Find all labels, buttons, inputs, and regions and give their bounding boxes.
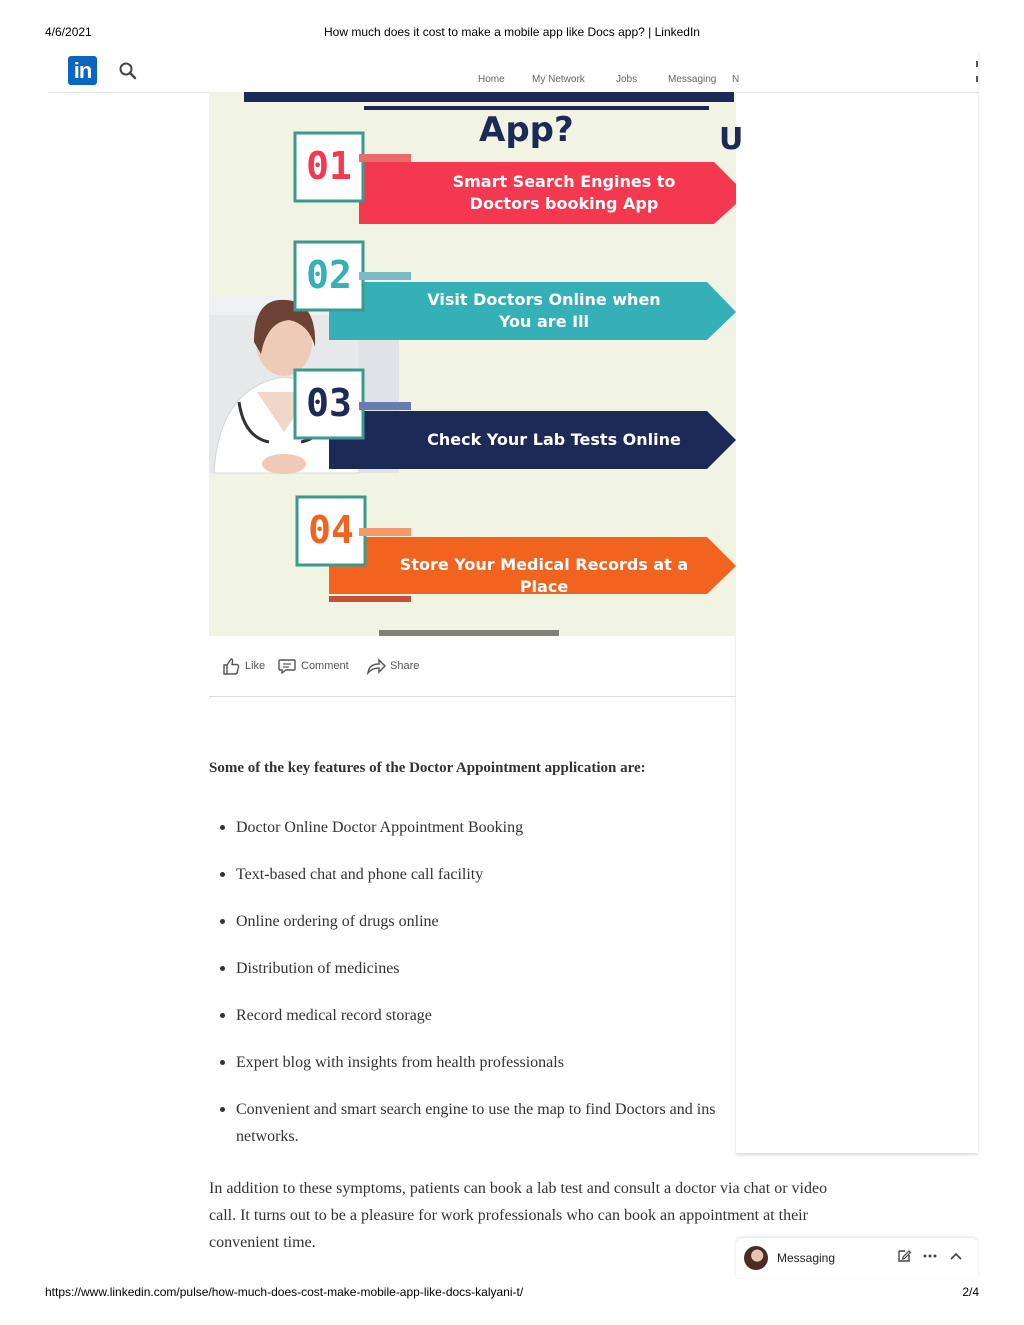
step-label-03: Check Your Lab Tests Online (427, 430, 681, 449)
share-label: Share (390, 660, 420, 672)
comment-icon (277, 656, 297, 676)
linkedin-logo[interactable]: in (68, 56, 97, 85)
nav-notifications[interactable]: N (732, 74, 740, 85)
list-item: Expert blog with insights from health professionals (209, 1049, 766, 1076)
list-item: Doctor Online Doctor Appointment Booking (209, 814, 766, 841)
share-icon (366, 656, 386, 676)
list-item: Online ordering of drugs online (209, 908, 766, 935)
step-03 (295, 370, 736, 469)
nav-my-network[interactable]: My Network (532, 74, 585, 85)
right-panel-overlap (736, 1080, 978, 1153)
print-date: 4/6/2021 (45, 25, 92, 39)
like-label: Like (245, 660, 266, 672)
avatar (744, 1246, 768, 1270)
nav-messaging[interactable]: Messaging (668, 74, 717, 85)
linkedin-topbar (48, 48, 978, 93)
messaging-widget[interactable] (736, 1238, 978, 1278)
list-item: Distribution of medicines (209, 955, 766, 982)
like-icon (221, 656, 241, 676)
like-button[interactable] (221, 656, 265, 676)
nav-jobs[interactable]: Jobs (616, 74, 638, 85)
search-icon[interactable] (118, 61, 138, 81)
features-heading: Some of the key features of the Doctor Appointment application are: (209, 760, 646, 776)
infographic-right-letter: U (719, 122, 744, 157)
share-button[interactable] (366, 656, 419, 676)
edge-mark (976, 61, 978, 67)
print-page-title: How much does it cost to make a mobile app like Docs app? | LinkedIn (324, 25, 700, 39)
infographic-title-partial: App? (479, 110, 574, 150)
step-number-03: 03 (306, 381, 352, 425)
bottom-cut-text (379, 630, 559, 636)
features-list (209, 814, 766, 1170)
social-actions-bar (209, 650, 736, 697)
chevron-up-icon[interactable] (948, 1248, 964, 1264)
comment-button[interactable] (277, 656, 349, 676)
nav-home[interactable]: Home (478, 74, 505, 85)
step-number-04: 04 (308, 508, 354, 552)
heading-cut-text (244, 92, 734, 102)
print-url: https://www.linkedin.com/pulse/how-much-does-cost-make-mobile-app-like-docs-kalyani-t/ (45, 1285, 524, 1299)
step-number-01: 01 (306, 144, 352, 188)
print-page-number: 2/4 (962, 1285, 979, 1299)
step-number-02: 02 (306, 253, 352, 297)
step-label-02: Visit Doctors Online when You are Ill (427, 290, 661, 331)
article-paragraph: In addition to these symptoms, patients can book a lab test and consult a doctor via chat or video call. It turns out to be a pleasure for work professionals who can book an appointment at their convenient time. (209, 1180, 828, 1251)
list-item: Record medical record storage (209, 1002, 766, 1029)
comment-label: Comment (301, 660, 349, 672)
right-side-panel (736, 48, 978, 1153)
step-label-01: Smart Search Engines to Doctors booking App (452, 172, 676, 213)
more-icon[interactable] (922, 1248, 938, 1264)
messaging-label: Messaging (777, 1251, 836, 1265)
list-item: Convenient and smart search engine to use the map to find Doctors and ins networks. (209, 1096, 766, 1150)
article-infographic (209, 92, 744, 636)
compose-icon[interactable] (896, 1248, 912, 1264)
edge-mark (976, 76, 978, 82)
step-label-04: Store Your Medical Records at a Place (399, 555, 689, 596)
list-item: Text-based chat and phone call facility (209, 861, 766, 888)
